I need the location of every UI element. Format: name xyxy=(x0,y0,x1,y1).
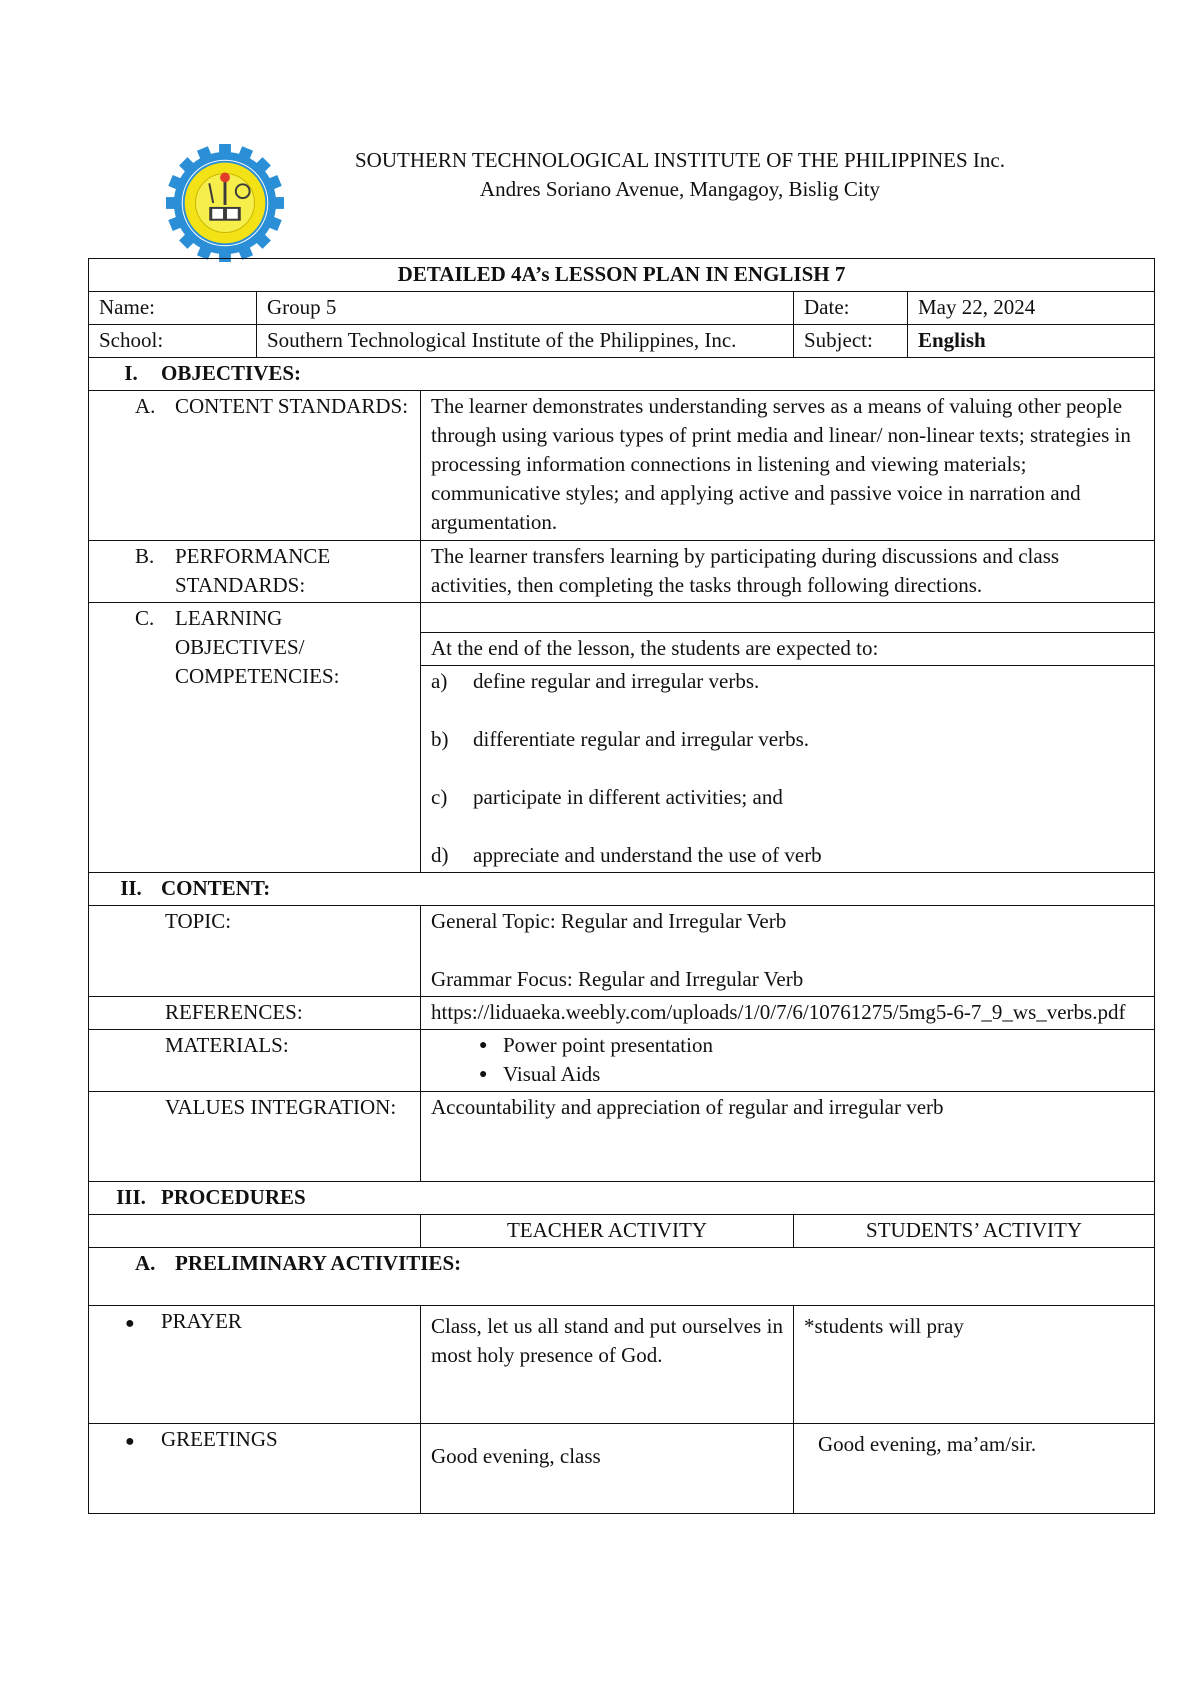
prayer-label: ● PRAYER xyxy=(89,1306,421,1424)
greetings-label: ● GREETINGS xyxy=(89,1424,421,1514)
name-label: Name: xyxy=(89,292,257,325)
references-value: https://liduaeka.weebly.com/uploads/1/0/7/6/10761275/5mg5-6-7_9_ws_verbs.pdf xyxy=(421,997,1155,1030)
greetings-teacher: Good evening, class xyxy=(421,1424,794,1514)
document-header xyxy=(0,140,1200,260)
preliminary-activities-heading: A. PRELIMINARY ACTIVITIES: xyxy=(89,1248,1155,1306)
materials-list xyxy=(421,1030,1155,1092)
topic-value xyxy=(421,906,1155,997)
school-logo-icon xyxy=(166,144,284,262)
list-item: ● Power point presentation xyxy=(479,1031,1144,1060)
list-item: d) appreciate and understand the use of verb xyxy=(431,843,822,867)
school-label: School: xyxy=(89,325,257,358)
topic-label: TOPIC: xyxy=(89,906,421,997)
learning-objectives-list xyxy=(421,666,1155,873)
learning-objectives-label: C. LEARNING OBJECTIVES/ COMPETENCIES: xyxy=(89,603,421,873)
subject-value: English xyxy=(908,325,1155,358)
learning-objectives-blank xyxy=(421,603,1155,633)
list-item: a) define regular and irregular verbs. xyxy=(431,669,760,693)
greetings-student: Good evening, ma’am/sir. xyxy=(794,1424,1155,1514)
institution-address: Andres Soriano Avenue, Mangagoy, Bislig City xyxy=(479,177,881,201)
objectives-heading: I. OBJECTIVES: xyxy=(89,358,1155,391)
performance-standards-label: B. PERFORMANCE STANDARDS: xyxy=(89,541,421,603)
general-topic: General Topic: Regular and Irregular Verb xyxy=(431,909,787,933)
grammar-focus: Grammar Focus: Regular and Irregular Verb xyxy=(431,967,804,991)
date-value: May 22, 2024 xyxy=(908,292,1155,325)
learning-objectives-intro: At the end of the lesson, the students are expected to: xyxy=(421,633,1155,666)
list-item: c) participate in different activities; and xyxy=(431,785,783,809)
list-item: ● Visual Aids xyxy=(479,1060,1144,1089)
plan-title: DETAILED 4A’s LESSON PLAN IN ENGLISH 7 xyxy=(89,259,1155,292)
content-standards-text: The learner demonstrates understanding serves as a means of valuing other people through using various types of print media and linear/ non-linear texts; strategies in processing information connections in listening and viewing materials; communicative styles; and applying active and passive voice in narration and argumentation. xyxy=(421,391,1155,541)
procedures-blank-header xyxy=(89,1215,421,1248)
name-value: Group 5 xyxy=(257,292,794,325)
content-heading: II. CONTENT: xyxy=(89,873,1155,906)
date-label: Date: xyxy=(794,292,908,325)
prayer-student: *students will pray xyxy=(794,1306,1155,1424)
values-integration-label: VALUES INTEGRATION: xyxy=(89,1092,421,1182)
content-standards-label: A. CONTENT STANDARDS: xyxy=(89,391,421,541)
performance-standards-text: The learner transfers learning by participating during discussions and class activities, then completing the tasks through following directions. xyxy=(421,541,1155,603)
school-value: Southern Technological Institute of the Philippines, Inc. xyxy=(257,325,794,358)
subject-label: Subject: xyxy=(794,325,908,358)
procedures-heading: III. PROCEDURES xyxy=(89,1182,1155,1215)
references-label: REFERENCES: xyxy=(89,997,421,1030)
institution-name: SOUTHERN TECHNOLOGICAL INSTITUTE OF THE PHILIPPINES Inc. xyxy=(355,148,1005,172)
teacher-activity-header: TEACHER ACTIVITY xyxy=(421,1215,794,1248)
list-item: b) differentiate regular and irregular verbs. xyxy=(431,727,810,751)
prayer-teacher: Class, let us all stand and put ourselves in most holy presence of God. xyxy=(421,1306,794,1424)
students-activity-header: STUDENTS’ ACTIVITY xyxy=(794,1215,1155,1248)
values-integration-value: Accountability and appreciation of regular and irregular verb xyxy=(421,1092,1155,1182)
lesson-plan-table xyxy=(88,258,1155,1514)
materials-label: MATERIALS: xyxy=(89,1030,421,1092)
